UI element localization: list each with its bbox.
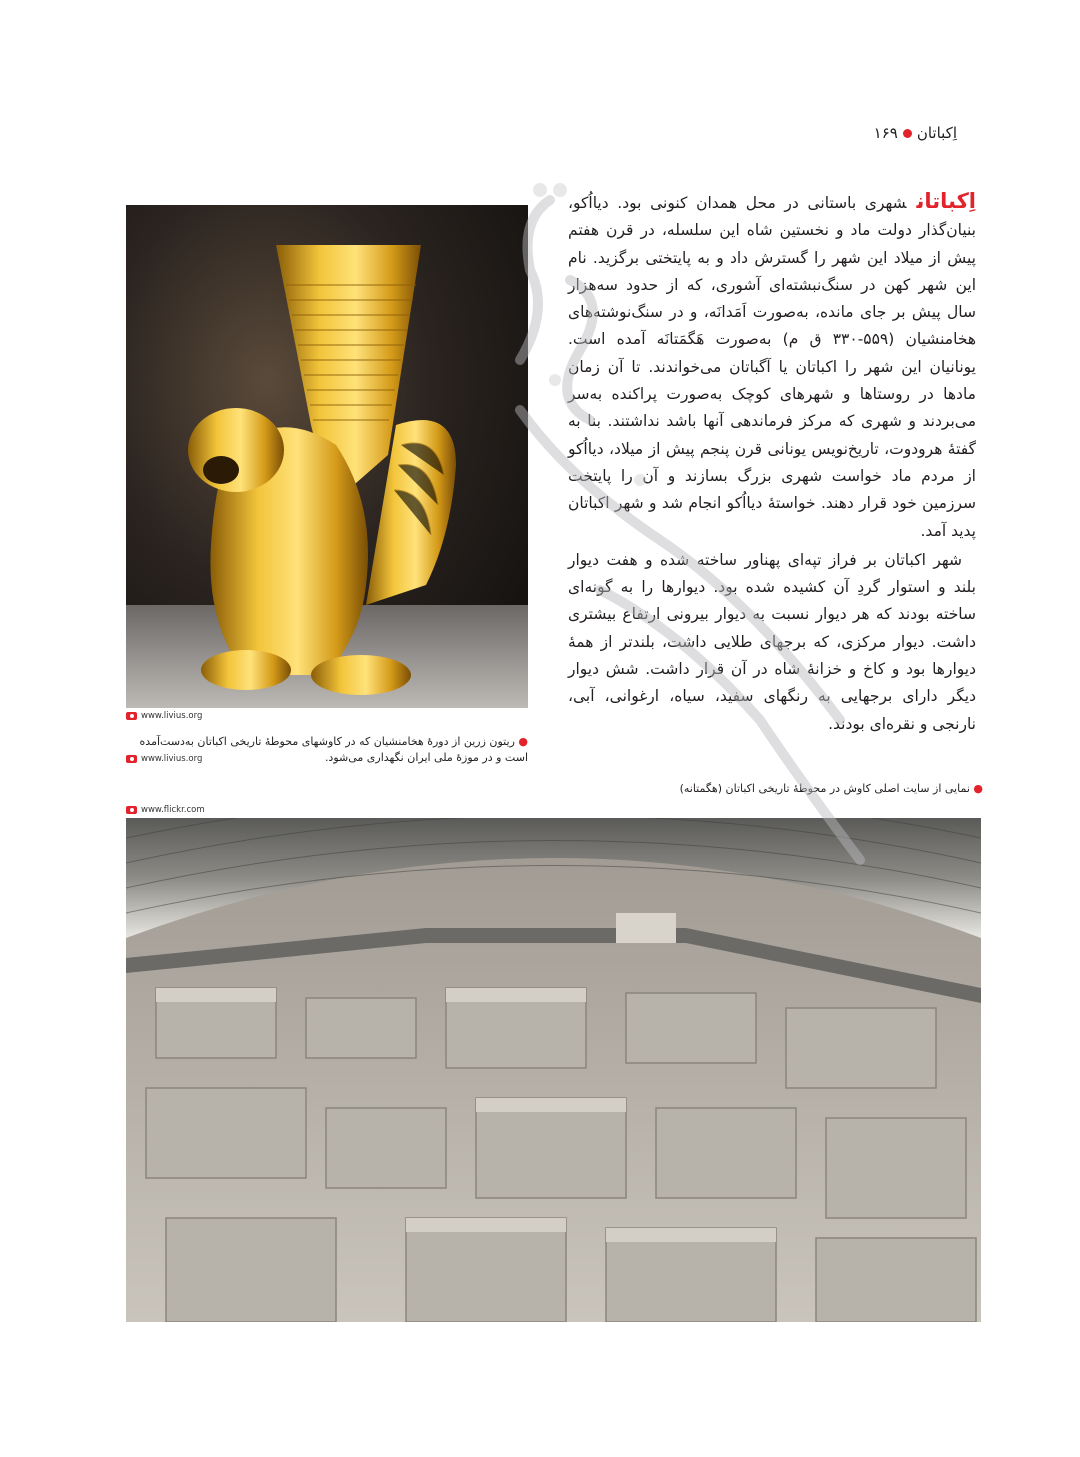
photo-credit [126, 711, 202, 721]
page-number: ۱۶۹ [873, 124, 898, 142]
caption-bullet-icon: ● [973, 782, 983, 795]
running-header [874, 124, 957, 142]
bullet-icon [903, 129, 912, 138]
credit-text[interactable]: www.flickr.com [141, 805, 205, 815]
photo-credit-3 [126, 805, 205, 815]
camera-icon [126, 755, 137, 763]
rhyton-illustration [126, 205, 528, 708]
entry-title: اِکباتان [916, 189, 976, 213]
header-title: اِکباتان [916, 124, 957, 142]
excavation-illustration [126, 818, 981, 1322]
camera-icon [126, 712, 137, 720]
paragraph-2: شهر اکباتان بر فراز تپه‌ای پهناور ساخته شده و هفت دیوار بلند و استوار گردِ آن کشیده شده بود. دیوارها را به گونه‌ای ساخته بودند که هر دیوار نسبت به دیوار بیرونی ارتفاع بیشتری داشت. دیوار مرکزی، که برجهای طلایی داشت، بلندتر از همهٔ دیوارها بود و کاخ و خزانهٔ شاه در آن قرار داشت. شش دیوار دیگر دارای برجهایی به رنگهای سفید، سیاه، ارغوانی، آبی، نارنجی و نقره‌ای بودند. [568, 550, 976, 733]
paragraph-1 [568, 188, 976, 545]
excavation-photo [126, 818, 981, 1322]
caption-text: ریتون زرین از دورهٔ هخامنشیان که در کاوشهای محوطهٔ تاریخی اکباتان به‌دست‌آمده است و در موزهٔ ملی ایران نگهداری می‌شود. [139, 735, 528, 764]
credit-text[interactable]: www.livius.org [141, 754, 203, 764]
credit-text[interactable]: www.livius.org [141, 711, 203, 721]
paragraph-1-text: شهری باستانی در محل همدان کنونی بود. دیااُکو، بنیان‌گذار دولت ماد و نخستین شاه این سلسله، در قرن هفتم پیش از میلاد این شهر را گسترش داد و به پایتختی برگزید. نام این شهر کهن در سنگ‌نبشته‌ای آشوری، که از حدود سه‌هزار سال پیش بر جای مانده، به‌صورت اَمَدانَه، و در سنگ‌نوشته‌های هخامنشیان (۵۵۹-۳۳۰ ق م) به‌صورت هَگمَتانَه آمده است. یونانیان این شهر را اکباتان یا آگباتان می‌خواندند. تا آن زمان مادها در روستاها و شهرهای کوچک به‌صورت پراکنده به‌سر می‌بردند و شهری که مرکز فرماندهی آنها باشد نداشتند. بنا به گفتهٔ هرودوت، تاریخ‌نویس یونانی قرن پنجم پیش از میلاد، دیااُکو از مردم ماد خواست شهری بزرگ بسازند و آن را پایتخت سرزمین خود قرار دهند. خواستهٔ دیااُکو انجام شد و شهر اکباتان پدید آمد. [568, 194, 976, 540]
caption-bullet-icon: ● [518, 735, 528, 748]
photo-credit-2 [126, 754, 202, 764]
excavation-caption [680, 781, 983, 797]
article-body [568, 188, 976, 738]
rhyton-photo [126, 205, 528, 708]
caption-text: نمایی از سایت اصلی کاوش در محوطهٔ تاریخی اکباتان (هگمتانه) [679, 782, 970, 795]
camera-icon [126, 806, 137, 814]
